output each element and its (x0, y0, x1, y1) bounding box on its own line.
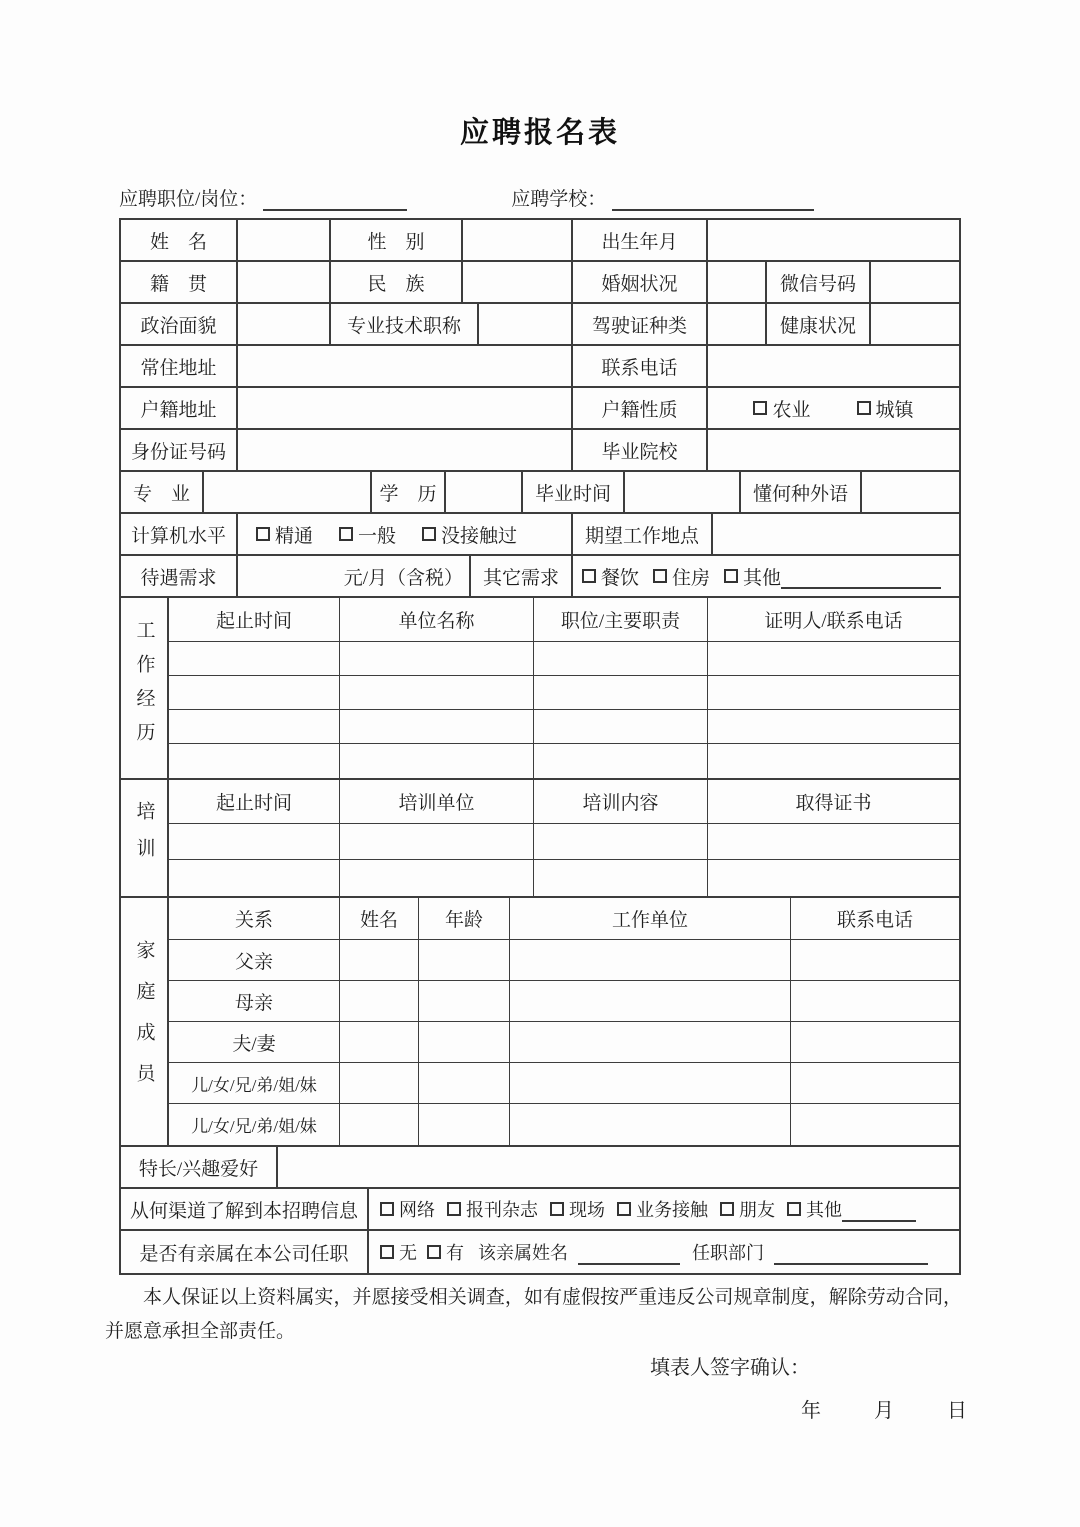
family-phone-field[interactable] (791, 1104, 959, 1145)
native-place-field[interactable] (238, 262, 331, 302)
family-name-header: 姓名 (340, 898, 419, 939)
family-relation-label: 儿/女/兄/弟/姐/妹 (169, 1063, 340, 1103)
health-status-label: 健康状况 (767, 304, 871, 344)
relative-name-label: 该亲属姓名 (478, 1243, 568, 1263)
checkbox-agricultural[interactable] (753, 395, 810, 422)
position-group (119, 184, 407, 211)
gender-label: 性 别 (331, 220, 463, 260)
work-reference-field[interactable] (708, 676, 959, 709)
work-period-field[interactable] (169, 744, 340, 778)
family-name-field[interactable] (340, 940, 419, 980)
work-company-field[interactable] (340, 676, 534, 709)
training-content-field[interactable] (534, 824, 708, 859)
work-reference-field[interactable] (708, 710, 959, 743)
checkbox-friend[interactable] (720, 1196, 775, 1222)
family-name-field[interactable] (340, 1063, 419, 1103)
training-certificate-field[interactable] (708, 824, 959, 859)
family-age-field[interactable] (419, 940, 510, 980)
family-phone-field[interactable] (791, 940, 959, 980)
work-period-header: 起止时间 (169, 598, 340, 641)
checkbox-label: 没接触过 (441, 525, 518, 547)
checkbox-icon (857, 401, 871, 415)
checkbox-label: 有 (446, 1243, 464, 1263)
home-address-label: 常住地址 (121, 346, 238, 386)
page-title: 应聘报名表 (459, 117, 620, 149)
checkbox-icon (339, 527, 353, 541)
family-age-field[interactable] (419, 1063, 510, 1103)
political-status-label: 政治面貌 (121, 304, 238, 344)
checkbox-icon (380, 1245, 394, 1259)
birthdate-label: 出生年月 (573, 220, 708, 260)
family-employer-field[interactable] (510, 940, 791, 980)
family-phone-header: 联系电话 (836, 910, 913, 931)
checkbox-icon (724, 569, 738, 583)
other-need-fill-line[interactable] (781, 571, 941, 589)
work-company-header: 单位名称 (340, 598, 534, 641)
family-name-field[interactable] (340, 1104, 419, 1145)
hobby-field[interactable] (278, 1147, 959, 1187)
table-row (121, 1189, 959, 1231)
family-phone-field[interactable] (791, 1063, 959, 1103)
checkbox-icon (427, 1245, 441, 1259)
family-relation-label: 父亲 (169, 940, 340, 980)
work-experience-row (169, 744, 959, 778)
political-status-field[interactable] (238, 304, 331, 344)
training-certificate-field[interactable] (708, 860, 959, 896)
checkbox-business-contact[interactable] (617, 1196, 708, 1222)
family-age-field[interactable] (419, 1022, 510, 1062)
native-place-label: 籍 贯 (121, 262, 238, 302)
work-company-field[interactable] (340, 744, 534, 778)
table-row (121, 472, 959, 514)
family-relation-label: 夫/妻 (169, 1022, 340, 1062)
professional-title-label: 专业技术职称 (331, 304, 479, 344)
wechat-field[interactable] (871, 262, 959, 302)
training-content-header: 培训内容 (534, 780, 708, 823)
checkbox-label: 一般 (358, 525, 397, 547)
contact-phone-field[interactable] (708, 346, 959, 386)
salary-unit-label[interactable]: 元/月（含税） (238, 556, 471, 596)
checkbox-label: 现场 (569, 1200, 605, 1220)
work-location-label: 期望工作地点 (573, 514, 713, 554)
table-row (121, 262, 959, 304)
work-experience-body (169, 598, 959, 778)
marital-status-label: 婚姻状况 (573, 262, 708, 302)
education-label: 学 历 (372, 472, 446, 512)
checkbox-label: 农业 (772, 399, 811, 421)
checkbox-onsite[interactable] (550, 1196, 605, 1222)
other-needs-options (573, 556, 959, 596)
family-phone-field[interactable] (791, 981, 959, 1021)
checkbox-icon (256, 527, 270, 541)
checkbox-icon (422, 527, 436, 541)
family-employer-field[interactable] (510, 981, 791, 1021)
school-fill-line[interactable] (612, 193, 814, 211)
date-year-label: 年 (801, 1400, 821, 1422)
work-experience-section-label: 工作经历 (121, 598, 169, 778)
relative-dept-label: 任职部门 (692, 1243, 764, 1263)
family-relation-label: 母亲 (169, 981, 340, 1021)
family-members-section-label: 家庭成员 (121, 898, 169, 1145)
training-certificate-header: 取得证书 (795, 793, 872, 814)
hukou-type-label: 户籍性质 (573, 388, 708, 428)
checkbox-label: 报刊杂志 (466, 1200, 538, 1220)
checkbox-icon (550, 1202, 564, 1216)
channel-label: 从何渠道了解到本招聘信息 (121, 1189, 369, 1229)
major-field[interactable] (204, 472, 372, 512)
form-header-line (119, 187, 961, 211)
table-row (121, 1147, 959, 1189)
school-label: 应聘学校： (511, 189, 607, 210)
family-age-field[interactable] (419, 1104, 510, 1145)
name-label: 姓 名 (121, 220, 238, 260)
graduation-school-label: 毕业院校 (573, 430, 708, 470)
drivers-license-field[interactable] (708, 304, 767, 344)
checkbox-label: 精通 (275, 525, 314, 547)
date-month-label: 月 (874, 1400, 894, 1422)
checkbox-label: 朋友 (739, 1200, 775, 1220)
checkbox-housing[interactable] (653, 563, 710, 590)
work-position-field[interactable] (534, 744, 708, 778)
checkbox-no-experience[interactable] (422, 521, 517, 548)
family-members-body (169, 898, 959, 1145)
checkbox-icon (753, 401, 767, 415)
family-row-spouse (169, 1022, 959, 1063)
relative-options (369, 1231, 959, 1273)
work-experience-row (169, 676, 959, 710)
computer-skill-label: 计算机水平 (121, 514, 238, 554)
id-number-field[interactable] (238, 430, 573, 470)
family-row-mother (169, 981, 959, 1022)
training-period-header: 起止时间 (169, 780, 340, 823)
table-row (121, 556, 959, 598)
id-number-label: 身份证号码 (121, 430, 238, 470)
work-position-field[interactable] (534, 676, 708, 709)
table-row (121, 220, 959, 262)
family-phone-field[interactable] (791, 1022, 959, 1062)
checkbox-icon (447, 1202, 461, 1216)
work-company-field[interactable] (340, 710, 534, 743)
major-label: 专 业 (121, 472, 204, 512)
work-period-field[interactable] (169, 642, 340, 675)
family-relation-label: 儿/女/兄/弟/姐/妹 (169, 1104, 340, 1145)
checkbox-icon (787, 1202, 801, 1216)
date-line (0, 1394, 1080, 1423)
work-location-field[interactable] (713, 514, 959, 554)
birthdate-field[interactable] (708, 220, 959, 260)
family-employer-field[interactable] (510, 1104, 791, 1145)
training-body (169, 780, 959, 896)
table-row (121, 514, 959, 556)
checkbox-icon (720, 1202, 734, 1216)
family-name-field[interactable] (340, 1022, 419, 1062)
checkbox-channel-other[interactable] (787, 1196, 916, 1222)
hukou-type-options (708, 388, 959, 428)
work-experience-header-row (169, 598, 959, 642)
work-reference-header: 证明人/联系电话 (764, 611, 903, 632)
family-age-header: 年龄 (419, 898, 510, 939)
work-experience-section (121, 598, 959, 780)
signature-label: 填表人签字确认： (650, 1357, 810, 1379)
family-relation-header: 关系 (169, 898, 340, 939)
channel-options (369, 1189, 959, 1229)
checkbox-newspaper[interactable] (447, 1196, 538, 1222)
table-row (121, 304, 959, 346)
ethnicity-field[interactable] (463, 262, 573, 302)
other-needs-label: 其它需求 (471, 556, 573, 596)
channel-other-fill-line[interactable] (842, 1204, 916, 1222)
training-section-label: 培训 (121, 780, 169, 896)
training-row (169, 860, 959, 896)
hukou-address-field[interactable] (238, 388, 573, 428)
work-company-field[interactable] (340, 642, 534, 675)
foreign-language-field[interactable] (862, 472, 959, 512)
work-reference-field[interactable] (708, 642, 959, 675)
table-row (121, 430, 959, 472)
salary-requirement-label: 待遇需求 (121, 556, 238, 596)
training-content-field[interactable] (534, 860, 708, 896)
checkbox-label: 业务接触 (636, 1200, 708, 1220)
training-header-row (169, 780, 959, 824)
family-header-row (169, 898, 959, 940)
marital-status-field[interactable] (708, 262, 767, 302)
work-position-header: 职位/主要职责 (534, 598, 708, 641)
checkbox-icon (653, 569, 667, 583)
school-group (511, 184, 814, 211)
work-reference-field[interactable] (708, 744, 959, 778)
family-row-father (169, 940, 959, 981)
computer-skill-options (238, 514, 573, 554)
checkbox-proficient[interactable] (256, 521, 313, 548)
foreign-language-label: 懂何种外语 (741, 472, 862, 512)
graduation-date-label: 毕业时间 (523, 472, 625, 512)
checkbox-urban[interactable] (857, 395, 914, 422)
wechat-label: 微信号码 (767, 262, 871, 302)
date-day-label: 日 (947, 1400, 967, 1422)
table-row (121, 388, 959, 430)
training-org-header: 培训单位 (340, 780, 534, 823)
checkbox-label: 其他 (806, 1200, 842, 1220)
graduation-school-field[interactable] (708, 430, 959, 470)
checkbox-no-relative[interactable] (380, 1239, 417, 1265)
position-fill-line[interactable] (263, 193, 407, 211)
declaration-text: 本人保证以上资料属实，并愿接受相关调查，如有虚假按严重违反公司规章制度，解除劳动合同，并愿意承担全部责任。 (105, 1287, 962, 1342)
family-employer-header: 工作单位 (510, 898, 791, 939)
work-experience-row (169, 642, 959, 676)
name-field[interactable] (238, 220, 331, 260)
checkbox-average[interactable] (339, 521, 396, 548)
contact-phone-label: 联系电话 (573, 346, 708, 386)
hukou-address-label: 户籍地址 (121, 388, 238, 428)
graduation-date-field[interactable] (625, 472, 741, 512)
checkbox-meals[interactable] (582, 563, 639, 590)
checkbox-label: 无 (399, 1243, 417, 1263)
checkbox-has-relative[interactable] (427, 1239, 464, 1265)
gender-field[interactable] (463, 220, 573, 260)
training-period-field[interactable] (169, 860, 340, 896)
family-row-sibling (169, 1063, 959, 1104)
family-employer-field[interactable] (510, 1063, 791, 1103)
relative-dept-fill-line[interactable] (774, 1247, 928, 1265)
training-section (121, 780, 959, 898)
table-row (121, 346, 959, 388)
work-position-field[interactable] (534, 642, 708, 675)
checkbox-icon (617, 1202, 631, 1216)
application-form-table (119, 218, 961, 1275)
checkbox-label: 城镇 (875, 399, 914, 421)
family-age-field[interactable] (419, 981, 510, 1021)
checkbox-other-need[interactable] (724, 563, 941, 590)
checkbox-label: 其他 (743, 567, 782, 589)
health-status-field[interactable] (871, 304, 959, 344)
work-position-field[interactable] (534, 710, 708, 743)
family-employer-field[interactable] (510, 1022, 791, 1062)
relative-label: 是否有亲属在本公司任职 (121, 1231, 369, 1273)
home-address-field[interactable] (238, 346, 573, 386)
work-period-field[interactable] (169, 710, 340, 743)
family-row-sibling (169, 1104, 959, 1145)
checkbox-icon (582, 569, 596, 583)
relative-name-fill-line[interactable] (578, 1247, 680, 1265)
training-org-field[interactable] (340, 860, 534, 896)
checkbox-label: 餐饮 (601, 567, 640, 589)
checkbox-internet[interactable] (380, 1196, 435, 1222)
training-row (169, 824, 959, 860)
training-period-field[interactable] (169, 824, 340, 859)
family-members-section (121, 898, 959, 1147)
training-org-field[interactable] (340, 824, 534, 859)
checkbox-icon (380, 1202, 394, 1216)
ethnicity-label: 民 族 (331, 262, 463, 302)
education-field[interactable] (446, 472, 523, 512)
table-row (121, 1231, 959, 1273)
work-experience-row (169, 710, 959, 744)
drivers-license-label: 驾驶证种类 (573, 304, 708, 344)
professional-title-field[interactable] (479, 304, 573, 344)
hobby-label: 特长/兴趣爱好 (121, 1147, 278, 1187)
checkbox-label: 住房 (672, 567, 711, 589)
checkbox-label: 网络 (399, 1200, 435, 1220)
position-label: 应聘职位/岗位： (119, 189, 258, 210)
work-period-field[interactable] (169, 676, 340, 709)
family-name-field[interactable] (340, 981, 419, 1021)
